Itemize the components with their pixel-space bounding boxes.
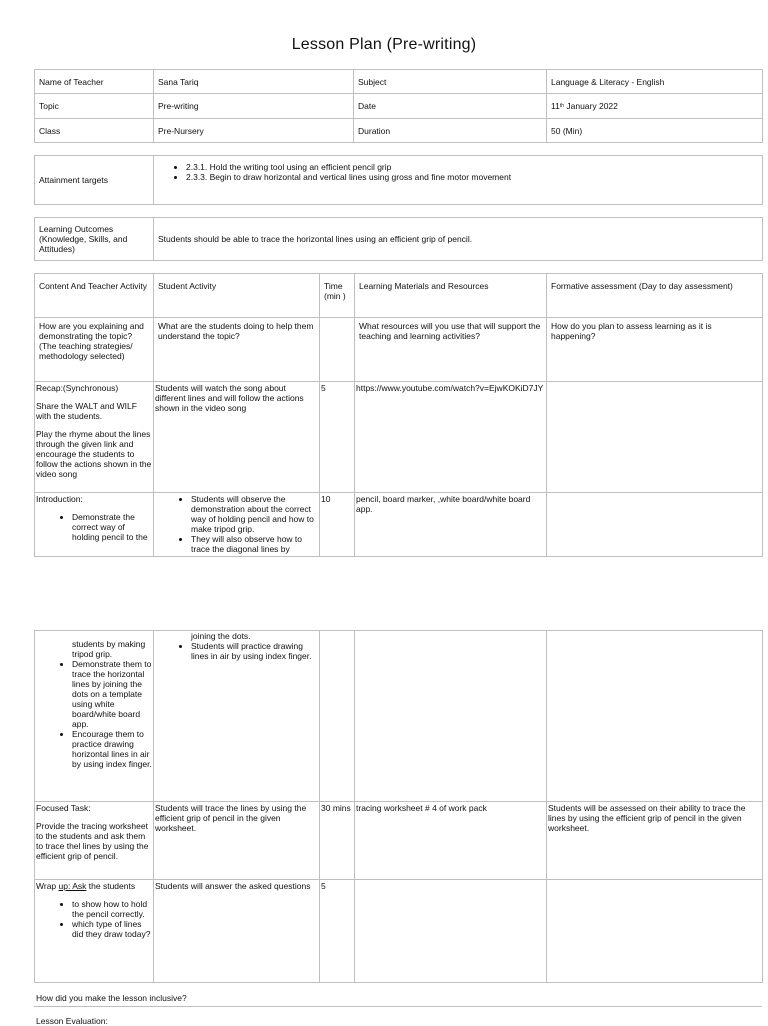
recap-student: Students will watch the song about different lines and will follow the actions shown in the video song [154,382,320,493]
intro-cont-item: • Encourage them to practice drawing horizontal lines in air by using index finger. [72,729,152,769]
attainment-table [34,155,763,205]
intro-cont-student [154,631,320,802]
wrap-student: Students will answer the asked questions [154,880,320,983]
subject-value: Language & Literacy - English [547,70,763,94]
intro-content-item: • Demonstrate the correct way of holding pencil to the [72,512,152,542]
intro-cont-time [320,631,355,802]
duration-value: 50 (Min) [547,119,763,143]
recap-title: Recap:(Synchronous) [36,383,119,393]
question-materials: What resources will you use that will support the teaching and learning activities? [355,318,547,382]
intro-cont-student-line: joining the dots. [191,631,251,641]
intro-cont-assessment [547,631,763,802]
plan-table [34,273,763,557]
header-student: Student Activity [154,274,320,318]
date-label: Date [354,94,547,119]
intro-cont-student-item: • Students will practice drawing lines in air by using index finger. [191,641,318,661]
intro-student-item: • Students will observe the demonstration about the correct way of holding pencil and how to make tripod grip. [191,494,318,534]
focused-title: Focused Task: [36,803,91,813]
recap-time: 5 [320,382,355,493]
wrap-materials [355,880,547,983]
date-value: 11th January 2022 [547,94,763,119]
duration-label: Duration [354,119,547,143]
focused-text: Provide the tracing worksheet to the students and ask them to trace thel lines by using the efficient grip of pencil. [36,821,149,861]
wrap-item: • which type of lines did they draw today? [72,919,152,939]
intro-student-item: • They will also observe how to trace the diagonal lines by [191,534,318,554]
class-label: Class [35,119,154,143]
focused-materials: tracing worksheet # 4 of work pack [355,802,547,880]
page-title: Lesson Plan (Pre-writing) [291,36,477,53]
recap-rhyme: Play the rhyme about the lines through the given link and encourage the students to follow the actions shown in the video song [36,429,152,479]
intro-assessment [547,493,763,557]
subject-label: Subject [354,70,547,94]
intro-materials: pencil, board marker, ,white board/white board app. [355,493,547,557]
intro-student [154,493,320,557]
teacher-label: Name of Teacher [35,70,154,94]
question-student: What are the students doing to help them understand the topic? [154,318,320,382]
outcomes-label: Learning Outcomes (Knowledge, Skills, and Attitudes) [35,218,154,261]
intro-cont-content [35,631,154,802]
attainment-label: Attainment targets [35,156,154,205]
focused-student: Students will trace the lines by using the efficient grip of pencil in the given worksheet. [154,802,320,880]
recap-assessment [547,382,763,493]
header-assessment: Formative assessment (Day to day assessment) [547,274,763,318]
topic-value: Pre-writing [154,94,354,119]
teacher-value: Sana Tariq [154,70,354,94]
attainment-list [154,156,763,205]
wrap-content [35,880,154,983]
plan-table-continued [34,630,763,983]
outcomes-text: Students should be able to trace the horizontal lines using an efficient grip of pencil. [154,218,763,261]
wrap-title: Wrap up: Ask the students [36,881,136,891]
lesson-evaluation: Lesson Evaluation: [36,1016,108,1026]
intro-content [35,493,154,557]
header-table [34,69,763,143]
attainment-item: • 2.3.1. Hold the writing tool using an efficient pencil grip [186,162,758,172]
recap-content [35,382,154,493]
wrap-time: 5 [320,880,355,983]
question-time [320,318,355,382]
focused-content [35,802,154,880]
header-materials: Learning Materials and Resources [355,274,547,318]
intro-cont-item: • Demonstrate them to trace the horizontal lines by joining the dots on a template using white board/white board app. [72,659,152,729]
class-value: Pre-Nursery [154,119,354,143]
intro-time: 10 [320,493,355,557]
intro-title: Introduction: [36,494,83,504]
wrap-assessment [547,880,763,983]
question-content: How are you explaining and demonstrating the topic? (The teaching strategies/ methodology selected) [35,318,154,382]
focused-assessment: Students will be assessed on their ability to trace the lines by using the efficient grip of pencil in the given worksheet. [547,802,763,880]
attainment-item: • 2.3.3. Begin to draw horizontal and vertical lines using gross and fine motor movement [186,172,758,182]
topic-label: Topic [35,94,154,119]
intro-cont-materials [355,631,547,802]
recap-link[interactable]: https://www.youtube.com/watch?v=EjwKOKiD7JY [355,382,547,493]
recap-walt: Share the WALT and WILF with the students. [36,401,137,421]
outcomes-table [34,217,763,261]
wrap-item: • to show how to hold the pencil correctly. [72,899,152,919]
question-assessment: How do you plan to assess learning as it is happening? [547,318,763,382]
header-time: Time (min ) [320,274,355,318]
header-content: Content And Teacher Activity [35,274,154,318]
divider [34,1006,762,1007]
intro-cont-line: students by making tripod grip. [72,639,146,659]
inclusive-question: How did you make the lesson inclusive? [36,993,187,1003]
focused-time: 30 mins [320,802,355,880]
